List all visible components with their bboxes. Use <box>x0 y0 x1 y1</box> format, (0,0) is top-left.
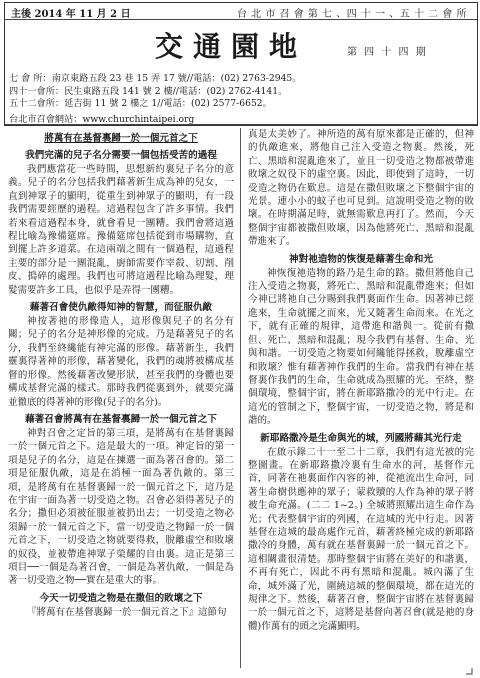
article-section <box>248 432 474 634</box>
section-paragraph: 我們應當花一些時間，思想新約裏兒子名分的意義。兒子的名分包括我們藉著新生成為神的兒女，一直到神眾子的顯明，從重生到神眾子的顯明，有一段我們需要經歷的過程。這過程包含了許多事情。我們若來看這過程本身，就會看見一團糟。我們會將這過程比喻為豫備筵席。豫備筵席包括從到市場購物，直到擺上許多道菜。在這兩端之間有一個過程，這過程主要的部分是一團混亂，廚師需要作宰殺、切割、削皮、搗碎的處理。我們也可將這過程比喻為理髮，理髮需要許多工具，也似乎是弄得一團糟。 <box>8 164 234 296</box>
article-section <box>8 301 234 409</box>
church-name: 台 北 市 召 會 第 七 、四 十 一 、五 十 二 會 所 <box>236 9 467 20</box>
section-paragraph: 在啟示錄二十一至二十二章，我們有這光被的完整圖畫。在新耶路撒冷裏有生命水的河，基督作元首，同著在祂裏面作內容的神，從祂流出生命河，同著生命樹供應神的眾子；蒙救贖的人作為神的眾子將被生命充滿。(二二 1~2。) 全城將照耀出這生命作為光；代表整個宇宙的列國，在這城的光中行走。因著基督在這城的最高處作元首，藉著終極完成的新耶路撒冷的身體，萬有就在基督裏歸一於一個元首之下。這相關畫很清楚。那時整個宇宙將在美好的和諧裏，不再有死亡，因此不再有黑暗和混亂。城內滿了生命，城外滿了光，圍繞這城的整個環境，都在這光的規律之下。然後，藉著召會，整個宇宙將在基督裏歸一於一個元首之下，這將是基督向著召會(就是祂的身體)作萬有的頭之完滿顯明。 <box>248 446 474 632</box>
issue-number: 第 四 十 四 期 <box>347 47 428 58</box>
article-section <box>8 132 234 297</box>
newsletter-title: 交通園地 <box>155 30 308 63</box>
section-title: 將萬有在基督裏歸一於一個元首之下 <box>44 133 198 144</box>
website-line: 台北市召會網站：www.churchintaipei.org <box>9 114 195 125</box>
article-section <box>8 592 234 619</box>
issue-date: 主後 2014 年 11 月 2 日 <box>11 9 131 20</box>
corner-mark-icon <box>464 666 474 676</box>
hall-address: 五十二會所：延吉街 11 號 2 樓之 1//電話：(02) 2577-6652。 <box>9 98 272 110</box>
section-title: 新耶路撒冷是生命與光的城，列國將藉其光行走 <box>260 432 462 444</box>
section-title: 神對祂造物的恢復是藉著生命和光 <box>289 253 433 265</box>
right-column <box>248 128 474 633</box>
article-section <box>248 253 474 428</box>
section-subtitle: 我們完滿的兒子名分需要一個包括受苦的過程 <box>25 150 217 161</box>
left-column <box>8 128 234 619</box>
section-paragraph: 真是太美妙了。神所造的萬有原來都是正確的，但神的仇敵進來，將他自己注入受造之物裏。然後，死亡、黑暗和混亂進來了，並且一切受造之物都被帶進敗壞之奴役下的虛空裏。因此，即使到了這時，一切受造之物仍在歎息。這是在撒但敗壞之下整個宇宙的光景。連小小的蚊子也可見到。這說明受造之物的敗壞。在時期滿足時，就無需歎息再打了。然而，今天整個宇宙都被撒但敗壞，因為他將死亡、黑暗和混亂帶進來了。 <box>248 129 474 248</box>
section-paragraph: 神恢復祂造物的路乃是生命的路。撒但將他自己注入受造之物裏，將死亡、黑暗和混亂帶進來；但如今神已將祂自己分賜到我們裏面作生命。因著神已經進來，生命就擺之而來，光又隨著生命而來。在光之下，就有正確的規律，這帶進和諧與一。從前有撒但、死亡、黑暗和混亂；現今我們有基督、生命、光與和諧。一切受造之物要如何纔能得拯救，脫離虛空和敗壞？惟有藉著神作我們的生命。當我們有神在基督裏作我們的生命，生命就成為照耀的光。至終，整個環境，整個宇宙，將在新耶路撒冷的光中行走。在這光的管制之下，整個宇宙，一切受造之物，將是和諧的。 <box>248 267 474 427</box>
section-paragraph: 神對召會之定旨的第三項，是將萬有在基督裏歸一於一個元首之下。這是最大的一項。神定旨的第一項是兒子的名分，這是在揀選一面為著召會的。第二項是征服仇敵，這是在消極一面為著仇敵的。第三項，是將萬有在基督裏歸一於一個元首之下，這乃是在宇宙一面為著一切受造之物。召會必須得著兒子的名分；撒但必須被征服並被扔出去；一切受造之物必須歸一於一個元首之下，當一切受造之物歸一於一個元首之下，一切受造之物就要得救，脫離虛空和敗壞的奴役，並被帶進神眾子榮耀的自由裏。這正是第三項目──一個是為著召會，一個是為著仇敵，一個是為著一切受造之物──實在是重大的事。 <box>8 427 234 587</box>
section-paragraph: 『將萬有在基督裏歸一於一個元首之下』這節句 <box>27 606 227 618</box>
section-title: 今天一切受造之物是在撒但的敗壞之下 <box>39 592 203 604</box>
article-section <box>8 413 234 588</box>
hall-address: 四十一會所：民生東路五段 141 號 2 樓//電話：(02) 2762-4141。 <box>9 85 288 97</box>
section-title: 藉著召會將萬有在基督裏歸一於一個元首之下 <box>25 413 217 425</box>
masthead-rule <box>5 19 477 20</box>
masthead-bottom-rule <box>5 124 477 125</box>
section-title: 藉著召會使仇敵得知神的智慧，而征服仇敵 <box>29 302 213 314</box>
hall-address: 七 會 所：南京東路五段 23 巷 15 弄 17 號//電話：(02) 2763-2945。 <box>9 73 302 84</box>
column-divider <box>240 128 241 668</box>
article-section <box>248 128 474 249</box>
section-paragraph: 神按著祂的形像造人，這形像與兒子的名分有關；兒子的名分是神形像的完成。乃是藉著兒子的名分，我們至終纔能有神完滿的形像。藉著新生，我們靈裏得著神的形像，藉著變化，我們的魂將被構成基督的形像。然後藉著改變形狀，甚至我們的身體也要構成基督完滿的樣式。那時我們從裏到外，就要完滿並徹底的得著神的形像(兒子的名分)。 <box>8 316 234 408</box>
hall-addresses <box>9 73 449 111</box>
masthead <box>4 2 478 126</box>
